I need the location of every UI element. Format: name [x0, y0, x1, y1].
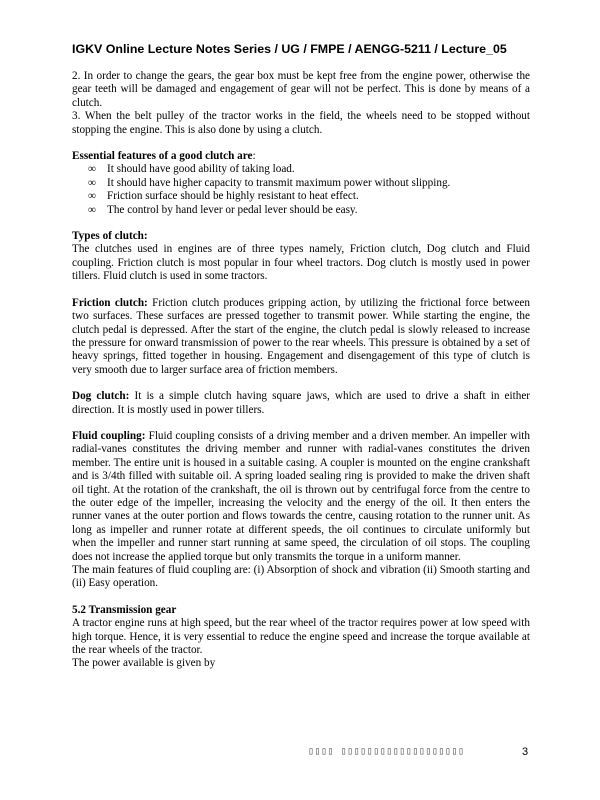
- list-item: [72, 204, 530, 217]
- intro-point-3: 3. When the belt pulley of the tractor works in the field, the wheels need to be stopped without stopping the engine. This is also done by using a clutch.: [72, 110, 530, 136]
- friction-clutch-term: Friction clutch:: [72, 296, 148, 309]
- friction-clutch-paragraph: [72, 297, 530, 377]
- list-item: [72, 190, 530, 203]
- list-item-text: The control by hand lever or pedal lever should be easy.: [107, 203, 358, 216]
- list-item-text: Friction surface should be highly resistant to heat effect.: [107, 190, 359, 203]
- transmission-paragraph: A tractor engine runs at high speed, but the rear wheel of the tractor requires power at low speed with high torque. Hence, it is very essential to reduce the engine speed and increase the torque available at the rear wheels of the tractor.: [72, 617, 530, 657]
- dog-clutch-term: Dog clutch:: [72, 390, 130, 403]
- transmission-heading: 5.2 Transmission gear: [72, 603, 177, 616]
- dog-clutch-paragraph: [72, 390, 530, 417]
- infinity-bullet-icon: ∞: [88, 163, 96, 176]
- page-body: [72, 70, 530, 671]
- features-heading-text: Essential features of a good clutch are: [72, 150, 253, 163]
- list-item-text: It should have good ability of taking load.: [107, 163, 295, 176]
- infinity-bullet-icon: ∞: [88, 190, 96, 203]
- types-heading: Types of clutch:: [72, 230, 148, 243]
- types-paragraph: The clutches used in engines are of three types namely, Friction clutch, Dog clutch and Fluid coupling. Friction clutch is most popular in four wheel tractors. Dog clutch is mostly used in power tillers. Fluid clutch is used in some tractors.: [72, 243, 530, 283]
- infinity-bullet-icon: ∞: [88, 203, 96, 216]
- footer-stamp: ▯▯▯▯ ▯▯▯▯▯▯▯▯▯▯▯▯▯▯▯▯▯▯▯: [308, 746, 465, 757]
- features-list: [72, 163, 530, 217]
- running-header: IGKV Online Lecture Notes Series / UG / FMPE / AENGG-5211 / Lecture_05: [72, 42, 507, 56]
- features-heading: [72, 150, 530, 163]
- page-number: 3: [522, 746, 529, 758]
- infinity-bullet-icon: ∞: [88, 176, 96, 189]
- friction-clutch-text: Friction clutch produces gripping action, by utilizing the frictional force between two surfaces. These surfaces are pressed together to transmit power. While starting the engine, the clutch pedal is depressed. After the start of the engine, the clutch pedal is slowly released to increase the pressure for onward transmission of power to the rear wheels. This pressure is obtained by a set of heavy springs, fitted together in housing. Engagement and disengagement of this type of clutch is very smooth due to larger surface area of friction members.: [72, 296, 530, 376]
- list-item-text: It should have higher capacity to transmit maximum power without slipping.: [107, 176, 451, 189]
- list-item: [72, 163, 530, 176]
- dog-clutch-text: It is a simple clutch having square jaws, which are used to drive a shaft in either direction. It is mostly used in power tillers.: [72, 390, 531, 416]
- fluid-coupling-term: Fluid coupling:: [72, 429, 146, 442]
- power-intro: The power available is given by: [72, 657, 216, 670]
- intro-point-2: 2. In order to change the gears, the gear box must be kept free from the engine power, otherwise the gear teeth will be damaged and engagement of gear will not be perfect. This is done by means of a clutch.: [72, 70, 530, 109]
- features-heading-colon: :: [252, 150, 256, 163]
- fluid-coupling-paragraph: [72, 430, 530, 564]
- fluid-coupling-text: Fluid coupling consists of a driving member and a driven member. An impeller with radial-vanes constitutes the driving member and runner with radial-vanes constitutes the driven member. The entire unit is housed in a suitable casing. A coupler is mounted on the engine crankshaft and is 3/4th filled with suitable oil. A spring loaded sealing ring is provided to make the driven shaft oil tight. At the rotation of the crankshaft, the oil is thrown out by centrifugal force from the centre to the outer edge of the impeller, increasing the velocity and the energy of the oil. It then enters the runner vanes at the outer portion and flows towards the centre, causing rotation to the runner unit. As long as impeller and runner rotate at different speeds, the oil continues to circulate uniformly but when the impeller and runner start running at same speed, the circulation of oil stops. The coupling does not increase the applied torque but only transmits the torque in a uniform manner.: [72, 429, 531, 563]
- fluid-coupling-features: The main features of fluid coupling are: (i) Absorption of shock and vibration (ii) Smooth starting and (ii) Easy operation.: [72, 564, 530, 590]
- list-item: [72, 177, 530, 190]
